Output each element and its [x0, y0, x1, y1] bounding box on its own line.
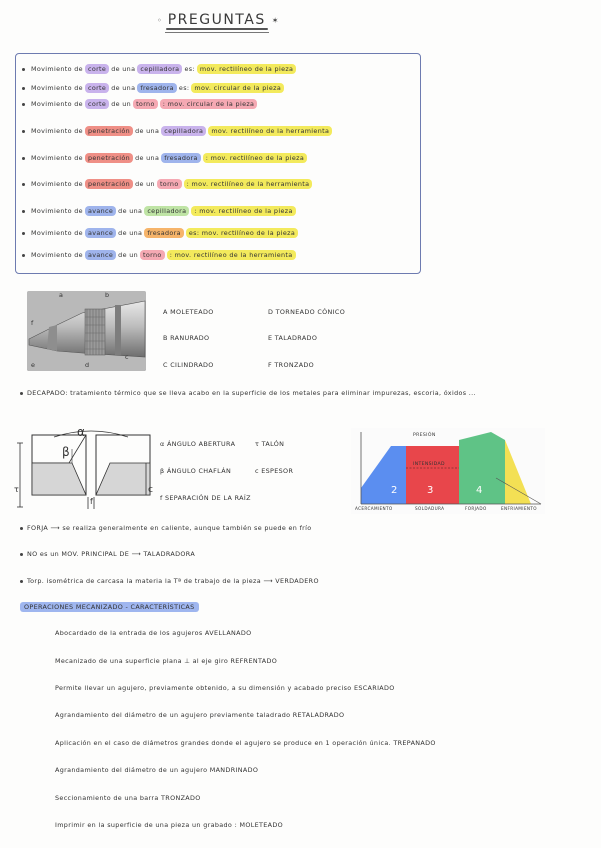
highlighted-term: mov. rectilíneo de la herramienta: [208, 126, 332, 136]
highlighted-term: penetración: [85, 126, 133, 136]
highlighted-term: cepilladora: [137, 64, 182, 74]
legend-row-2b: c ESPESOR: [255, 467, 294, 475]
op-trepanado: Aplicación en el caso de diámetros grandes donde el agujero se produce en 1 operación única. TREPANADO: [55, 739, 436, 747]
x-label-welding: SOLDADURA: [415, 506, 445, 511]
statement-verdadero: Torp. isométrica de carcasa la materia la Tª de trabajo de la pieza ⟶ VERDADERO: [20, 577, 319, 585]
zone-label-3: 3: [427, 485, 434, 496]
knurled-workpiece-photo: [27, 291, 146, 371]
op-avellanado: Abocardado de la entrada de los agujeros AVELLANADO: [55, 629, 252, 637]
bullet-icon: [22, 68, 25, 71]
option-e: E TALADRADO: [268, 334, 318, 342]
bullet-icon: [22, 157, 25, 160]
x-label-cooling: ENFRIAMIENTO: [501, 506, 537, 511]
movement-line: [22, 250, 296, 260]
bullet-icon: [22, 87, 25, 90]
page-title: PREGUNTAS: [167, 12, 266, 28]
legend-row-1b: τ TALÓN: [255, 440, 285, 448]
welding-cycle-svg: [351, 428, 545, 514]
highlighted-term: : mov. rectilíneo de la pieza: [203, 153, 307, 163]
gap-label: f: [90, 497, 94, 506]
bullet-icon: [20, 392, 23, 395]
line-text: Movimiento de: [31, 84, 83, 92]
highlighted-term: : mov. rectilíneo de la pieza: [191, 206, 295, 216]
line-text: de una: [111, 84, 136, 92]
tool-label-e: e: [31, 361, 36, 369]
highlighted-term: corte: [85, 64, 109, 74]
operations-header: OPERACIONES MECANIZADO - CARACTERÍSTICAS: [20, 602, 199, 612]
option-b: B RANURADO: [163, 334, 210, 342]
bullet-icon: [22, 210, 25, 213]
highlighted-term: mov. circular de la pieza: [191, 83, 284, 93]
movement-line: [22, 206, 296, 216]
line-text: de una: [135, 154, 160, 162]
circle-bullet-icon: ◦: [157, 15, 162, 25]
bullet-icon: [22, 254, 25, 257]
highlighted-term: torno: [140, 250, 165, 260]
beta-label: β: [62, 445, 71, 459]
bullet-icon: [22, 103, 25, 106]
welding-cycle-chart: [351, 428, 545, 514]
op-mandrinado: Agrandamiento del diámetro de un agujero MANDRINADO: [55, 766, 259, 774]
bullet-icon: [22, 183, 25, 186]
tool-label-b: b: [105, 291, 110, 299]
highlighted-term: cepilladora: [161, 126, 206, 136]
bullet-icon: [22, 232, 25, 235]
highlighted-term: fresadora: [137, 83, 177, 93]
line-text: Movimiento de: [31, 180, 83, 188]
highlighted-term: : mov. rectilíneo de la herramienta: [184, 179, 313, 189]
tool-label-d: d: [85, 361, 90, 369]
line-text: de una: [135, 127, 160, 135]
line-text: de un: [135, 180, 155, 188]
option-c: C CILINDRADO: [163, 361, 214, 369]
highlighted-term: mov. rectilíneo de la pieza: [197, 64, 296, 74]
bullet-icon: [20, 553, 23, 556]
movement-line: [22, 83, 284, 93]
statement-forja: FORJA ⟶ se realiza generalmente en caliente, aunque también se puede en frío: [20, 524, 312, 532]
bullet-icon: [20, 527, 23, 530]
line-text: es:: [184, 65, 195, 73]
op-retaladrado: Agrandamiento del diámetro de un agujero previamente taladrado RETALADRADO: [55, 711, 345, 719]
weld-joint-diagram: [14, 423, 152, 511]
op-escariado: Permite llevar un agujero, previamente obtenido, a su dimensión y acabado preciso ESCARIADO: [55, 684, 395, 692]
bullet-icon: [22, 130, 25, 133]
intensity-label: INTENSIDAD: [413, 462, 445, 467]
line-text: Movimiento de: [31, 154, 83, 162]
legend-row-2: β ÁNGULO CHAFLÁN: [160, 467, 232, 475]
option-a: A MOLETEADO: [163, 308, 214, 316]
statement-taladradora: NO es un MOV. PRINCIPAL DE ⟶ TALADRADORA: [20, 550, 195, 558]
tool-label-a: a: [59, 291, 64, 299]
zone-label-4: 4: [476, 485, 483, 496]
line-text: Movimiento de: [31, 100, 83, 108]
tau-label: τ: [14, 485, 20, 494]
zone-label-2: 2: [391, 485, 398, 496]
bullet-icon: [20, 580, 23, 583]
op-tronzado: Seccionamiento de una barra TRONZADO: [55, 794, 201, 802]
decapado-definition: DECAPADO: tratamiento térmico que se lleva acabo en la superficie de los metales para eliminar impurezas, escoria, óxidos ...: [20, 389, 476, 397]
line-text: es:: [178, 84, 190, 92]
highlighted-term: torno: [133, 99, 158, 109]
line-text: de un: [111, 100, 132, 108]
line-text: Movimiento de: [31, 65, 83, 73]
page-header: [157, 12, 278, 28]
movement-line: [22, 126, 332, 136]
movement-line: [22, 64, 296, 74]
line-text: de una: [118, 229, 143, 237]
alpha-label: α: [77, 425, 86, 439]
highlighted-term: : mov. rectilíneo de la herramienta: [167, 250, 296, 260]
x-label-approach: ACERCAMIENTO: [355, 506, 393, 511]
movement-line: [22, 153, 307, 163]
highlighted-term: cepilladora: [144, 206, 189, 216]
option-d: D TORNEADO CÓNICO: [268, 308, 346, 316]
thickness-label: c: [148, 485, 154, 495]
highlighted-term: avance: [85, 250, 116, 260]
line-text: de una: [111, 65, 136, 73]
highlighted-term: es: mov. rectilíneo de la pieza: [186, 228, 298, 238]
highlighted-term: fresadora: [144, 228, 184, 238]
highlighted-term: torno: [157, 179, 182, 189]
movement-line: [22, 228, 298, 238]
line-text: de un: [118, 251, 139, 259]
star-icon: ✶: [271, 15, 279, 25]
line-text: Movimiento de: [31, 127, 83, 135]
option-f: F TRONZADO: [268, 361, 315, 369]
highlighted-term: avance: [85, 206, 116, 216]
movement-line: [22, 179, 312, 189]
op-refrentado: Mecanizado de una superficie plana ⊥ al eje giro REFRENTADO: [55, 657, 278, 665]
highlighted-term: penetración: [85, 153, 133, 163]
line-text: Movimiento de: [31, 229, 83, 237]
x-label-forging: FORJADO: [465, 506, 487, 511]
movements-box: [15, 53, 421, 274]
tool-label-c: c: [125, 353, 129, 361]
legend-row-1: α ÁNGULO ABERTURA: [160, 440, 236, 448]
highlighted-term: corte: [85, 83, 109, 93]
line-text: Movimiento de: [31, 251, 83, 259]
highlighted-term: avance: [85, 228, 116, 238]
highlighted-term: corte: [85, 99, 109, 109]
tool-label-f: f: [31, 319, 34, 327]
highlighted-term: penetración: [85, 179, 133, 189]
line-text: de una: [118, 207, 143, 215]
highlighted-term: fresadora: [161, 153, 201, 163]
legend-row-3: f SEPARACIÓN DE LA RAÍZ: [160, 494, 251, 502]
movement-line: [22, 99, 257, 109]
op-moleteado: Imprimir en la superficie de una pieza un grabado : MOLETEADO: [55, 821, 284, 829]
pressure-label: PRESIÓN: [413, 433, 436, 438]
line-text: Movimiento de: [31, 207, 83, 215]
highlighted-term: : mov. circular de la pieza: [160, 99, 258, 109]
